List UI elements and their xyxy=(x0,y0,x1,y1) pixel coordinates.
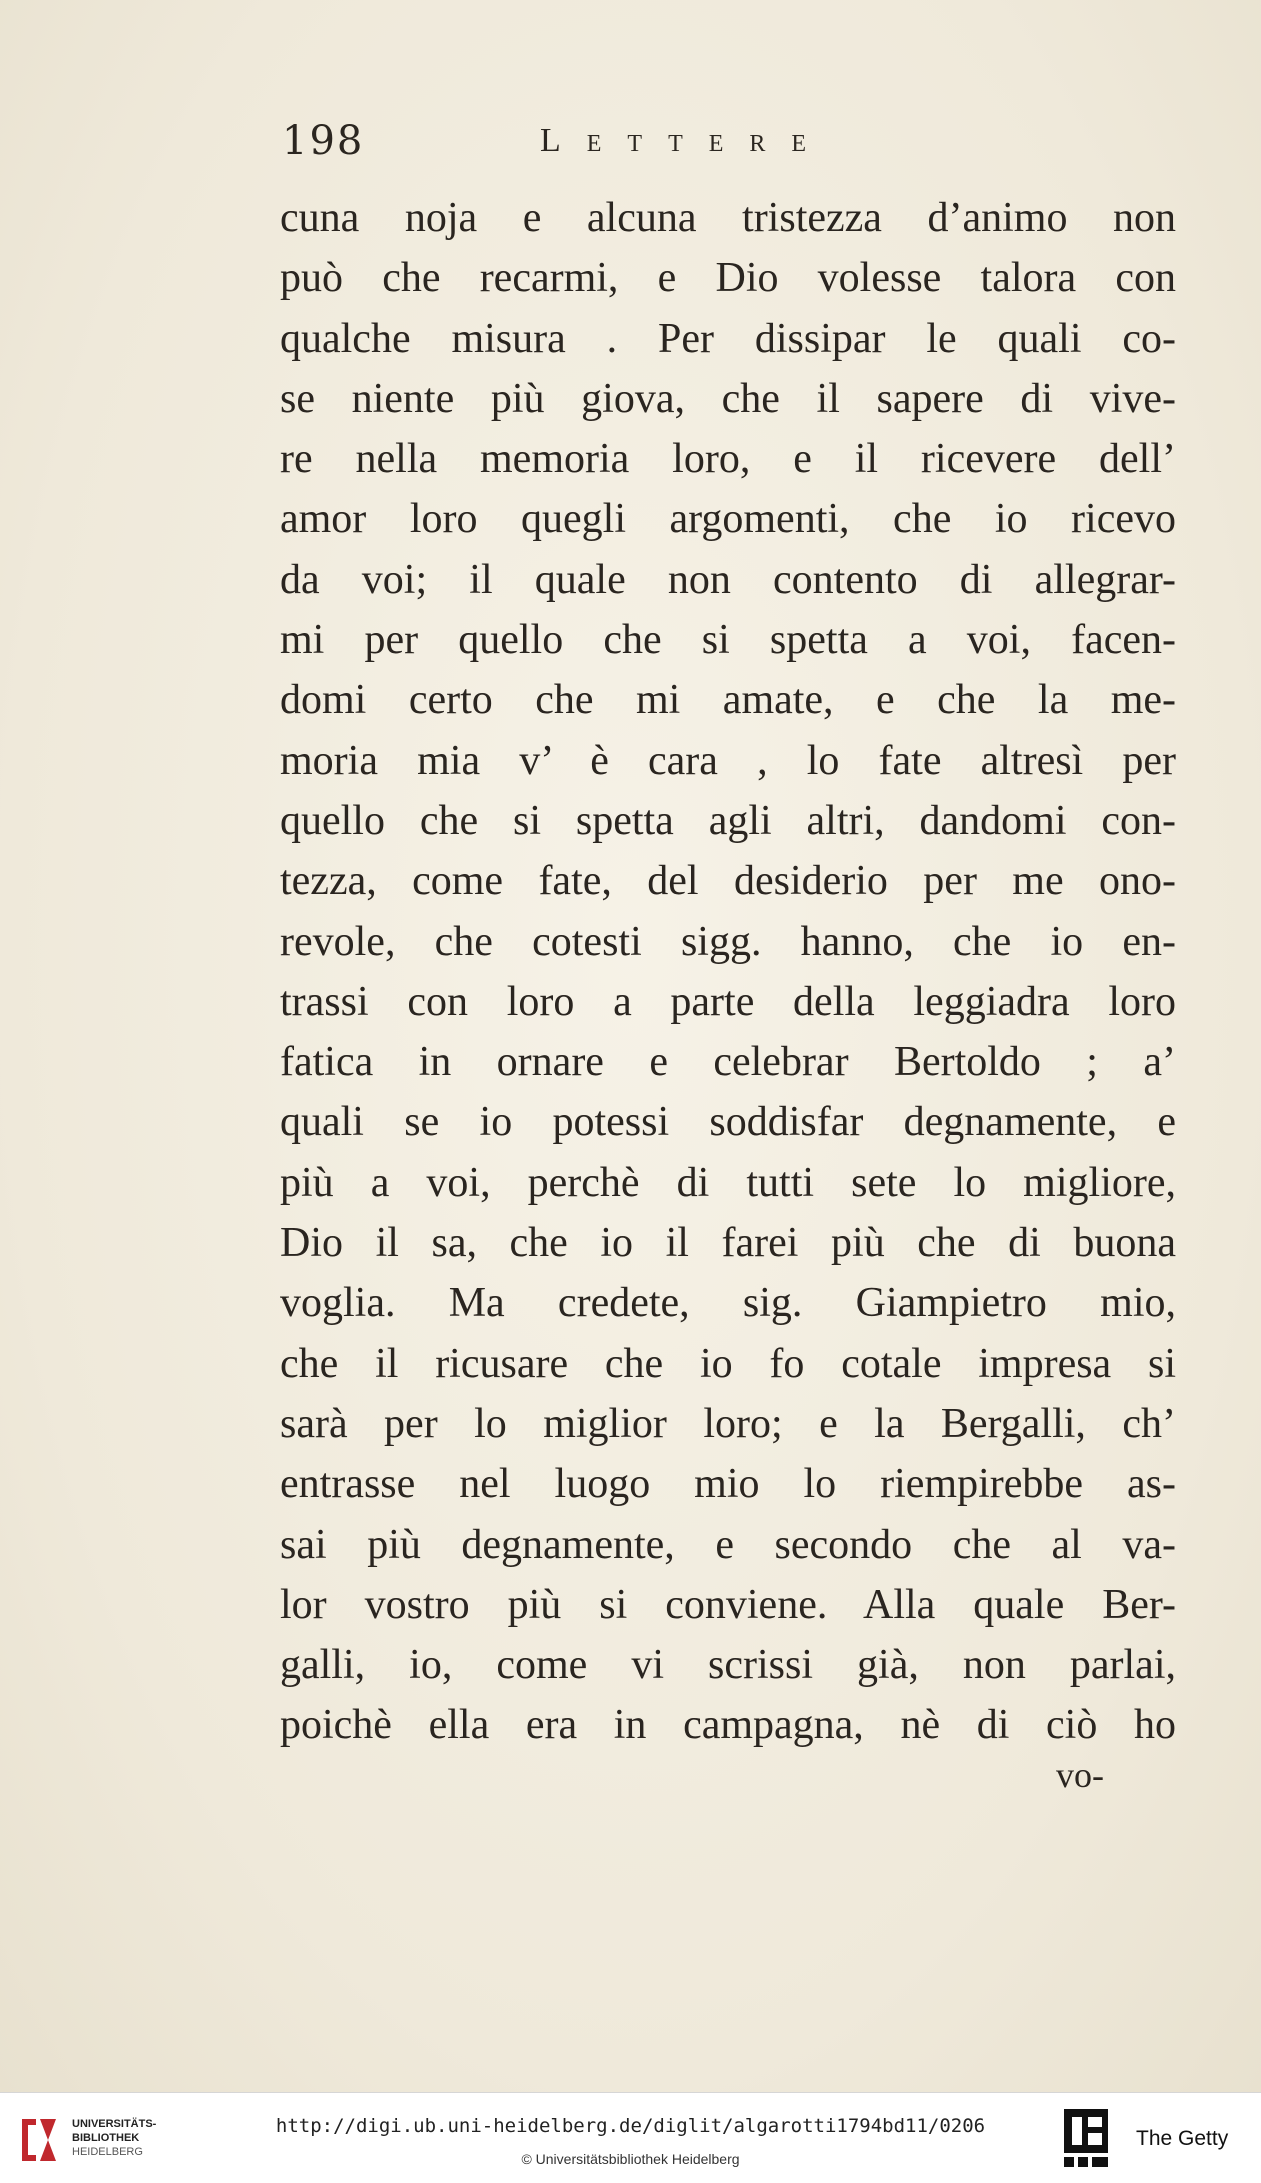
running-head xyxy=(282,118,982,178)
text-line: sai più degnamente, e secondo che al va- xyxy=(280,1521,1176,1568)
text-line: può che recarmi, e Dio volesse talora con xyxy=(280,255,1176,302)
text-line: qualche misura . Per dissipar le quali co- xyxy=(280,315,1176,362)
text-line: cuna noja e alcuna tristezza d’animo non xyxy=(280,195,1176,241)
text-line: Dio il sa, che io il farei più che di buona xyxy=(280,1220,1176,1267)
text-line: da voi; il quale non contento di allegrar- xyxy=(280,556,1176,603)
copyright-notice: © Universitätsbibliothek Heidelberg xyxy=(521,2151,740,2167)
text-line: più a voi, perchè di tutti sete lo migliore, xyxy=(280,1159,1176,1206)
text-line: voglia. Ma credete, sig. Giampietro mio, xyxy=(280,1280,1176,1327)
permalink-url[interactable]: http://digi.ub.uni-heidelberg.de/diglit/algarotti1794bd11/0206 xyxy=(275,2115,986,2137)
text-line: quali se io potessi soddisfar degnamente, e xyxy=(280,1099,1176,1146)
text-line: se niente più giova, che il sapere di vive- xyxy=(280,375,1176,422)
catchword: vo- xyxy=(1056,1755,1104,1795)
text-line: trassi con loro a parte della leggiadra loro xyxy=(280,978,1176,1025)
text-line: quello che si spetta agli altri, dandomi con- xyxy=(280,797,1176,844)
text-line: poichè ella era in campagna, nè di ciò ho xyxy=(280,1702,1176,1749)
text-line: entrasse nel luogo mio lo riempirebbe as- xyxy=(280,1461,1176,1508)
text-line: moria mia v’ è cara , lo fate altresì per xyxy=(280,737,1176,784)
institution-name-line: BIBLIOTHEK xyxy=(72,2132,140,2144)
text-line: lor vostro più si conviene. Alla quale Ber- xyxy=(280,1581,1176,1628)
text-line: che il ricusare che io fo cotale impresa si xyxy=(280,1340,1176,1387)
institution-name-line: UNIVERSITÄTS- xyxy=(72,2118,157,2130)
text-line: revole, che cotesti sigg. hanno, che io en- xyxy=(280,918,1176,965)
text-line: re nella memoria loro, e il ricevere dell’ xyxy=(280,436,1176,483)
text-line: amor loro quegli argomenti, che io ricevo xyxy=(280,496,1176,543)
partner-name: The Getty xyxy=(1136,2127,1229,2150)
text-line: domi certo che mi amate, e che la me- xyxy=(280,677,1176,724)
text-line: tezza, come fate, del desiderio per me ono- xyxy=(280,858,1176,905)
text-line: fatica in ornare e celebrar Bertoldo ; a’ xyxy=(280,1039,1176,1086)
text-line: mi per quello che si spetta a voi, facen- xyxy=(280,617,1176,664)
page-number: 198 xyxy=(282,118,365,164)
getty-logo-icon xyxy=(1060,2107,1114,2169)
text-line: sarà per lo miglior loro; e la Bergalli, ch’ xyxy=(280,1400,1176,1447)
institution-name-line: HEIDELBERG xyxy=(72,2146,143,2158)
running-title: Lettere xyxy=(540,122,833,159)
body-text xyxy=(280,188,1176,1756)
viewer-footer xyxy=(0,2092,1261,2183)
text-line: galli, io, come vi scrissi già, non parlai, xyxy=(280,1642,1176,1689)
